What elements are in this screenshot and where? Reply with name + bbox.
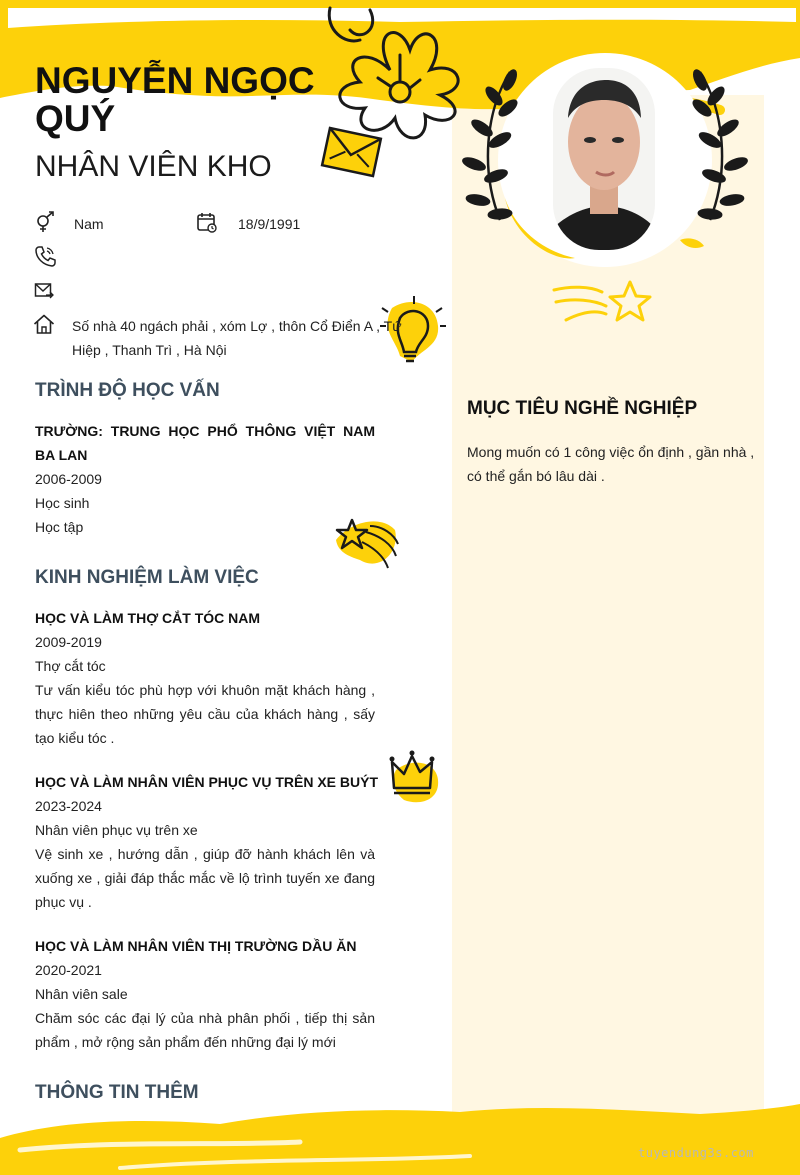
experience-desc: Chăm sóc các đại lý của nhà phân phối , tiếp thị sản phẩm , mở rộng sản phẩm đến những đại lý mới	[35, 1010, 375, 1050]
home-icon	[33, 313, 55, 335]
phone-icon	[34, 245, 56, 267]
gender-value: Nam	[74, 216, 104, 232]
job-title: NHÂN VIÊN KHO	[35, 150, 272, 183]
education-section-title: TRÌNH ĐỘ HỌC VẤN	[35, 380, 220, 401]
education-block	[35, 419, 375, 539]
experience-item	[35, 606, 375, 750]
calendar-icon	[196, 211, 218, 233]
experience-item	[35, 770, 379, 914]
email-icon	[34, 280, 56, 302]
education-role: Học sinh	[35, 495, 90, 511]
experience-section-title: KINH NGHIỆM LÀM VIỆC	[35, 567, 259, 588]
experience-desc: Tư vấn kiểu tóc phù hợp với khuôn mặt khách hàng , thực hiên theo những yêu cầu của khách hàng , sấy tạo kiểu tóc .	[35, 682, 375, 746]
experience-desc: Vệ sinh xe , hướng dẫn , giúp đỡ hành khách lên và xuống xe , giải đáp thắc mắc về lộ trình tuyến xe đang phục vụ .	[35, 846, 375, 910]
portrait-photo	[553, 68, 655, 250]
experience-years: 2023-2024	[35, 798, 102, 814]
experience-role: Thợ cắt tóc	[35, 658, 106, 674]
experience-years: 2020-2021	[35, 962, 102, 978]
experience-title: HỌC VÀ LÀM NHÂN VIÊN THỊ TRƯỜNG DẦU ĂN	[35, 938, 357, 954]
gender-icon	[34, 211, 56, 233]
crown-icon	[390, 751, 439, 803]
experience-item	[35, 934, 375, 1054]
address-value: Số nhà 40 ngách phải , xóm Lợ , thôn Cổ Điển A , Tứ Hiệp , Thanh Trì , Hà Nội	[72, 318, 402, 358]
school-name: TRƯỜNG: TRUNG HỌC PHỔ THÔNG VIỆT NAM BA LAN	[35, 423, 375, 463]
candidate-name: NGUYỄN NGỌC QUÝ	[35, 60, 315, 139]
objective-text: Mong muốn có 1 công việc ổn định , gần nhà , có thể gắn bó lâu dài .	[467, 444, 755, 484]
experience-title: HỌC VÀ LÀM THỢ CẮT TÓC NAM	[35, 610, 261, 626]
bottom-brush-stroke	[0, 1104, 800, 1175]
extra-info-section-title: THÔNG TIN THÊM	[35, 1082, 199, 1103]
experience-role: Nhân viên sale	[35, 986, 128, 1002]
experience-role: Nhân viên phục vụ trên xe	[35, 822, 198, 838]
objective-section-title: MỤC TIÊU NGHỀ NGHIỆP	[467, 398, 698, 419]
experience-title: HỌC VÀ LÀM NHÂN VIÊN PHỤC VỤ TRÊN XE BUÝT	[35, 774, 379, 790]
education-desc: Học tập	[35, 519, 84, 535]
birthdate-value: 18/9/1991	[238, 216, 301, 232]
watermark: tuyendung3s.com	[638, 1146, 754, 1160]
education-years: 2006-2009	[35, 471, 102, 487]
experience-years: 2009-2019	[35, 634, 102, 650]
